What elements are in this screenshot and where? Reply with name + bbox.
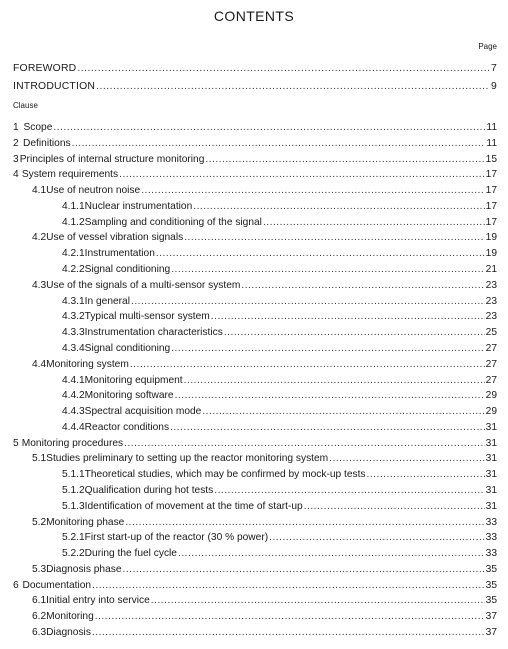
toc-entry-label: Studies preliminary to setting up the reactor monitoring system	[46, 453, 329, 464]
toc-page-number: 27	[485, 343, 497, 354]
toc-entry-label: In general	[84, 296, 130, 307]
leader-dots	[214, 484, 484, 497]
toc-entry[interactable]	[13, 137, 497, 150]
toc-page-number: 9	[491, 81, 497, 92]
leader-dots	[171, 263, 484, 276]
toc-clause-number: 4.3.4	[62, 343, 85, 354]
toc-entry-label: Principles of internal structure monitoring	[19, 154, 205, 165]
toc-page-number: 31	[485, 453, 497, 464]
leader-dots	[95, 610, 485, 623]
toc-entry-label: Signal conditioning	[84, 264, 171, 275]
toc-page-number: 37	[485, 611, 497, 622]
toc-page-number: 29	[485, 406, 497, 417]
toc-entry-label: Instrumentation	[84, 248, 155, 259]
leader-dots	[125, 516, 484, 529]
toc-clause-number: 4.3.1	[62, 296, 85, 307]
toc-page-number: 31	[485, 501, 497, 512]
toc-clause-number: 5.2.1	[62, 532, 85, 543]
toc-page-number: 37	[485, 627, 497, 638]
toc-entry[interactable]	[32, 231, 497, 244]
toc-entry-label: Initial entry into service	[46, 595, 150, 606]
toc-page-number: 17	[485, 185, 497, 196]
toc-entry[interactable]	[62, 247, 497, 260]
toc-entry[interactable]	[62, 374, 497, 387]
clause-column-header: Clause	[13, 101, 38, 110]
toc-entry-label: Use of the signals of a multi-sensor system	[46, 280, 241, 291]
toc-page-number: 35	[485, 580, 497, 591]
leader-dots	[241, 279, 484, 292]
toc-clause-number: 4.4.3	[62, 406, 85, 417]
leader-dots	[178, 547, 485, 560]
leader-dots	[263, 216, 485, 229]
toc-entry-label: Diagnosis	[46, 627, 91, 638]
leader-dots	[175, 389, 485, 402]
toc-entry-label: First start-up of the reactor (30 % power)	[84, 532, 269, 543]
toc-entry[interactable]	[32, 563, 497, 576]
toc-clause-number: 6.3	[32, 627, 47, 638]
toc-entry[interactable]	[62, 531, 497, 544]
toc-page-number: 31	[485, 422, 497, 433]
toc-entry[interactable]	[62, 421, 497, 434]
toc-entry[interactable]	[13, 121, 497, 134]
toc-page-number: 33	[485, 517, 497, 528]
leader-dots	[304, 500, 485, 513]
toc-entry-label: Monitoring phase	[46, 517, 125, 528]
leader-dots	[184, 374, 485, 387]
toc-clause-number: 1	[13, 122, 19, 133]
toc-entry[interactable]	[13, 153, 497, 166]
toc-entry-label: Monitoring	[46, 611, 94, 622]
toc-page-number: 23	[485, 296, 497, 307]
toc-clause-number: 4.3.2	[62, 311, 85, 322]
toc-page-number: 27	[485, 359, 497, 370]
toc-clause-number: 4.3	[32, 280, 47, 291]
toc-page-number: 33	[485, 548, 497, 559]
toc-entry-label: Typical multi-sensor system	[84, 311, 210, 322]
toc-entry-label: Signal conditioning	[84, 343, 171, 354]
toc-page-number: 11	[486, 138, 497, 149]
contents-title: CONTENTS	[213, 8, 295, 24]
toc-entry-label: FOREWORD	[13, 63, 77, 74]
toc-page-number: 11	[486, 122, 497, 133]
toc-entry[interactable]	[32, 184, 497, 197]
toc-entry-label: Reactor conditions	[84, 422, 170, 433]
toc-entry-label: Use of vessel vibration signals	[46, 232, 184, 243]
toc-clause-number: 4.3.3	[62, 327, 85, 338]
toc-entry[interactable]	[13, 579, 497, 592]
toc-page-number: 19	[485, 248, 497, 259]
toc-page-number: 31	[485, 469, 497, 480]
toc-clause-number: 4.2.2	[62, 264, 85, 275]
toc-entry[interactable]	[62, 263, 497, 276]
toc-clause-number: 4.4.4	[62, 422, 85, 433]
toc-entry-label: Monitoring equipment	[84, 375, 183, 386]
toc-clause-number: 5.3	[32, 564, 47, 575]
toc-entry[interactable]	[62, 326, 497, 339]
toc-page-number: 7	[491, 63, 497, 74]
toc-clause-number: 4.4.1	[62, 375, 85, 386]
toc-entry-label: During the fuel cycle	[84, 548, 177, 559]
toc-clause-number: 4.1.2	[62, 217, 85, 228]
toc-clause-number: 4.1	[32, 185, 47, 196]
leader-dots	[124, 437, 485, 450]
leader-dots	[171, 342, 484, 355]
toc-entry-label: Theoretical studies, which may be confirmed by mock-up tests	[84, 469, 366, 480]
toc-entry[interactable]	[32, 516, 497, 529]
toc-page-number: 23	[485, 311, 497, 322]
toc-entry[interactable]	[62, 200, 497, 213]
toc-entry-label: System requirements	[21, 169, 119, 180]
toc-page-number: 35	[485, 564, 497, 575]
leader-dots	[119, 168, 485, 181]
toc-entry[interactable]	[32, 452, 497, 465]
toc-entry-label: Diagnosis phase	[46, 564, 122, 575]
leader-dots	[193, 200, 484, 213]
toc-entry-label: Monitoring software	[84, 390, 174, 401]
toc-entry-label: Definitions	[23, 138, 71, 149]
toc-page-number: 33	[485, 532, 497, 543]
toc-entry[interactable]	[62, 295, 497, 308]
toc-entry-label: Identification of movement at the time of start-up	[84, 501, 303, 512]
toc-clause-number: 6.2	[32, 611, 47, 622]
toc-clause-number: 5.1	[32, 453, 47, 464]
toc-entry-label: Monitoring procedures	[21, 438, 124, 449]
toc-page-number: 19	[485, 232, 497, 243]
toc-clause-number: 4	[13, 169, 19, 180]
toc-clause-number: 5	[13, 438, 19, 449]
leader-dots	[211, 310, 485, 323]
toc-page-number: 17	[485, 201, 497, 212]
leader-dots	[170, 421, 485, 434]
toc-entry-label: INTRODUCTION	[13, 81, 96, 92]
toc-page-number: 31	[485, 438, 497, 449]
toc-page-number: 31	[485, 485, 497, 496]
toc-clause-number: 5.1.3	[62, 501, 85, 512]
toc-clause-number: 6	[13, 580, 19, 591]
toc-entry-label: Sampling and conditioning of the signal	[84, 217, 262, 228]
page-column-header: Page	[478, 42, 497, 51]
toc-entry[interactable]	[32, 279, 497, 292]
toc-entry[interactable]	[62, 500, 497, 513]
toc-clause-number: 5.2	[32, 517, 47, 528]
toc-clause-number: 2	[13, 138, 19, 149]
leader-dots	[53, 121, 485, 134]
toc-clause-number: 4.2	[32, 232, 47, 243]
leader-dots	[123, 563, 485, 576]
toc-page-number: 15	[485, 154, 497, 165]
toc-entry[interactable]	[32, 594, 497, 607]
toc-entry-label: Nuclear instrumentation	[84, 201, 193, 212]
toc-page-number: 23	[485, 280, 497, 291]
leader-dots	[184, 231, 484, 244]
toc-entry[interactable]	[62, 216, 497, 229]
leader-dots	[131, 295, 485, 308]
toc-entry[interactable]	[62, 310, 497, 323]
toc-clause-number: 5.2.2	[62, 548, 85, 559]
toc-clause-number: 5.1.1	[62, 469, 85, 480]
leader-dots	[92, 626, 485, 639]
toc-page-number: 21	[485, 264, 497, 275]
toc-entry-label: Documentation	[22, 580, 92, 591]
leader-dots	[205, 153, 484, 166]
toc-entry[interactable]	[62, 389, 497, 402]
toc-entry[interactable]	[62, 468, 497, 481]
toc-clause-number: 4.4.2	[62, 390, 85, 401]
toc-entry[interactable]	[13, 437, 497, 450]
toc-entry-label: Use of neutron noise	[46, 185, 141, 196]
toc-page-number: 29	[485, 390, 497, 401]
toc-page-number: 17	[485, 217, 497, 228]
toc-entry-label: Instrumentation characteristics	[84, 327, 223, 338]
leader-dots	[202, 405, 484, 418]
toc-clause-number: 3	[13, 154, 19, 165]
toc-page-number: 27	[485, 375, 497, 386]
toc-entry-introduction[interactable]	[13, 80, 497, 93]
toc-clause-number: 4.4	[32, 359, 47, 370]
toc-entry[interactable]	[32, 358, 497, 371]
toc-page-number: 25	[485, 327, 497, 338]
toc-entry-label: Monitoring system	[46, 359, 129, 370]
toc-entry[interactable]	[62, 405, 497, 418]
leader-dots	[156, 247, 485, 260]
toc-clause-number: 5.1.2	[62, 485, 85, 496]
toc-entry[interactable]	[62, 484, 497, 497]
leader-dots	[151, 594, 485, 607]
leader-dots	[72, 137, 486, 150]
toc-entry-label: Qualification during hot tests	[84, 485, 214, 496]
leader-dots	[269, 531, 485, 544]
toc-entry-label: Spectral acquisition mode	[84, 406, 202, 417]
leader-dots	[141, 184, 484, 197]
leader-dots	[92, 579, 485, 592]
leader-dots	[96, 80, 490, 93]
toc-clause-number: 6.1	[32, 595, 47, 606]
leader-dots	[224, 326, 485, 339]
leader-dots	[77, 62, 490, 75]
toc-entry[interactable]	[13, 168, 497, 181]
toc-page-number: 35	[485, 595, 497, 606]
toc-page-number: 17	[485, 169, 497, 180]
toc-entry[interactable]	[32, 626, 497, 639]
toc-entry[interactable]	[62, 342, 497, 355]
leader-dots	[367, 468, 485, 481]
toc-clause-number: 4.1.1	[62, 201, 85, 212]
toc-entry[interactable]	[62, 547, 497, 560]
toc-entry[interactable]	[32, 610, 497, 623]
toc-clause-number: 4.2.1	[62, 248, 85, 259]
leader-dots	[329, 452, 485, 465]
toc-entry-label: Scope	[23, 122, 53, 133]
toc-entry-foreword[interactable]	[13, 62, 497, 75]
leader-dots	[130, 358, 485, 371]
